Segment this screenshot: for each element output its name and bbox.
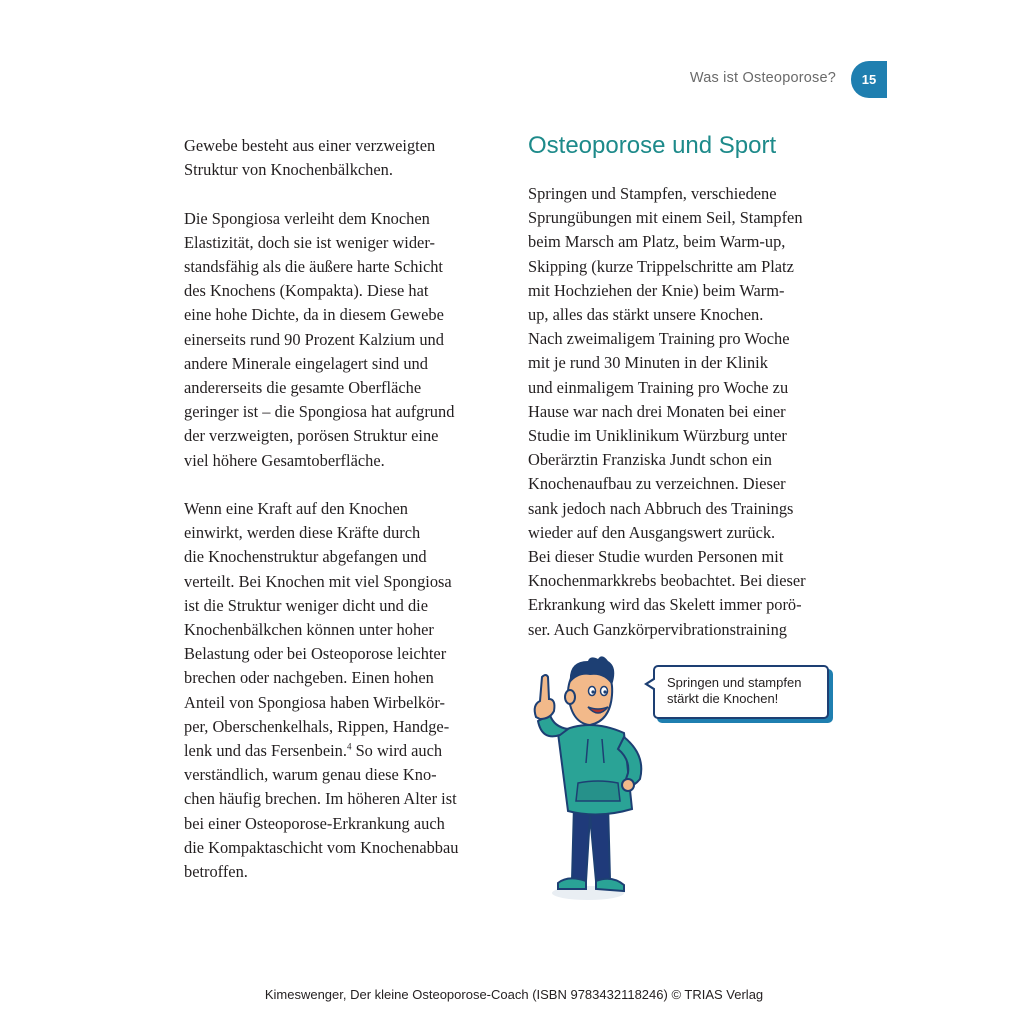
text-line: und einmaligem Training pro Woche zu [528, 377, 789, 397]
right-column [528, 134, 848, 642]
text-line: Hause war nach drei Monaten bei einer [528, 401, 786, 421]
text-line: Knochenmarkkrebs beobachtet. Bei dieser [528, 571, 806, 591]
text-line: up, alles das stärkt unsere Knochen. [528, 305, 764, 325]
text-line: Bei dieser Studie wurden Personen mit [528, 547, 784, 567]
text-line: ser. Auch Ganzkörpervibrationstraining [528, 619, 787, 639]
text-line: Knochenbälkchen können unter hoher [184, 620, 434, 640]
text-line: chen häufig brechen. Im höheren Alter ist [184, 789, 457, 809]
text-line: Belastung oder bei Osteoporose leichter [184, 644, 447, 664]
left-column [184, 134, 504, 884]
text-line: per, Oberschenkelhals, Rippen, Handge- [184, 716, 450, 736]
text-line: betroffen. [184, 862, 248, 882]
text-line: andere Minerale eingelagert sind und [184, 353, 428, 373]
text-line: brechen oder nachgeben. Einen hohen [184, 668, 434, 688]
text-line: die Kompaktaschicht vom Knochenabbau [184, 837, 459, 857]
text-line: bei einer Osteoporose-Erkrankung auch [184, 813, 445, 833]
text-line: Erkrankung wird das Skelett immer porö- [528, 595, 802, 615]
text-line: standsfähig als die äußere harte Schicht [184, 257, 443, 276]
text-line: Studie im Uniklinikum Würzburg unter [528, 426, 787, 446]
text-line: Die Spongiosa verleiht dem Knochen [184, 208, 430, 228]
text-line: einwirkt, werden diese Kräfte durch [184, 523, 421, 543]
text-line: die Knochenstruktur abgefangen und [184, 547, 427, 567]
paragraph [184, 497, 504, 884]
text-line: Elastizität, doch sie ist weniger wider- [184, 232, 435, 252]
text-line: verständlich, warum genau diese Kno- [184, 765, 437, 785]
text-line: Sprungübungen mit einem Seil, Stampfen [528, 208, 803, 228]
footer-citation: Kimeswenger, Der kleine Osteoporose-Coach (ISBN 9783432118246) © TRIAS Verlag [264, 987, 764, 1002]
text-line: Knochenaufbau zu verzeichnen. Dieser [528, 474, 786, 494]
speech-bubble-text [667, 675, 801, 707]
text-line: wieder auf den Ausgangswert zurück. [528, 522, 776, 542]
text-line: des Knochens (Kompakta). Diese hat [184, 281, 429, 301]
text-line: Skipping (kurze Trippelschritte am Platz [528, 256, 794, 276]
text-fragment: lenk und das Fersenbein. [184, 741, 347, 761]
text-line: viel höhere Gesamtoberfläche. [184, 450, 385, 470]
footnote-marker[interactable]: 4 [346, 741, 352, 752]
text-line: einerseits rund 90 Prozent Kalzium und [184, 329, 444, 349]
text-line: Oberärztin Franziska Jundt schon ein [528, 450, 772, 470]
text-line: beim Marsch am Platz, beim Warm-up, [528, 232, 786, 252]
paragraph [528, 182, 848, 642]
text-line: Wenn eine Kraft auf den Knochen [184, 499, 408, 519]
text-line: andererseits die gesamte Oberfläche [184, 378, 422, 398]
paragraph [184, 207, 504, 473]
section-heading: Osteoporose und Sport [528, 132, 777, 159]
text-line: sank jedoch nach Abbruch des Trainings [528, 498, 794, 518]
speech-line: stärkt die Knochen! [667, 691, 779, 706]
text-line: mit Hochziehen der Knie) beim Warm- [528, 280, 785, 300]
text-line: ist die Struktur weniger dicht und die [184, 595, 428, 615]
text-line: eine hohe Dichte, da in diesem Gewebe [184, 305, 444, 325]
page-number-tab [851, 61, 887, 98]
text-line: geringer ist – die Spongiosa hat aufgrund [184, 402, 455, 422]
speech-bubble [653, 665, 829, 719]
text-line: Nach zweimaligem Training pro Woche [528, 329, 790, 349]
text-line: der verzweigten, porösen Struktur eine [184, 426, 439, 446]
text-line: Gewebe besteht aus einer verzweigten [184, 136, 436, 155]
paragraph [184, 134, 504, 182]
text-line: mit je rund 30 Minuten in der Klinik [528, 353, 768, 373]
text-line: verteilt. Bei Knochen mit viel Spongiosa [184, 571, 452, 591]
text-line-with-footnote [184, 739, 504, 763]
text-line: Struktur von Knochenbälkchen. [184, 160, 393, 180]
running-title: Was ist Osteoporose? [689, 70, 836, 86]
page-number: 15 [861, 72, 877, 87]
speech-bubble-tail-inner [648, 679, 656, 689]
text-fragment: So wird auch [351, 741, 443, 761]
text-line: Anteil von Spongiosa haben Wirbelkör- [184, 692, 445, 712]
text-line: Springen und Stampfen, verschiedene [528, 184, 777, 203]
speech-line: Springen und stampfen [667, 675, 802, 690]
